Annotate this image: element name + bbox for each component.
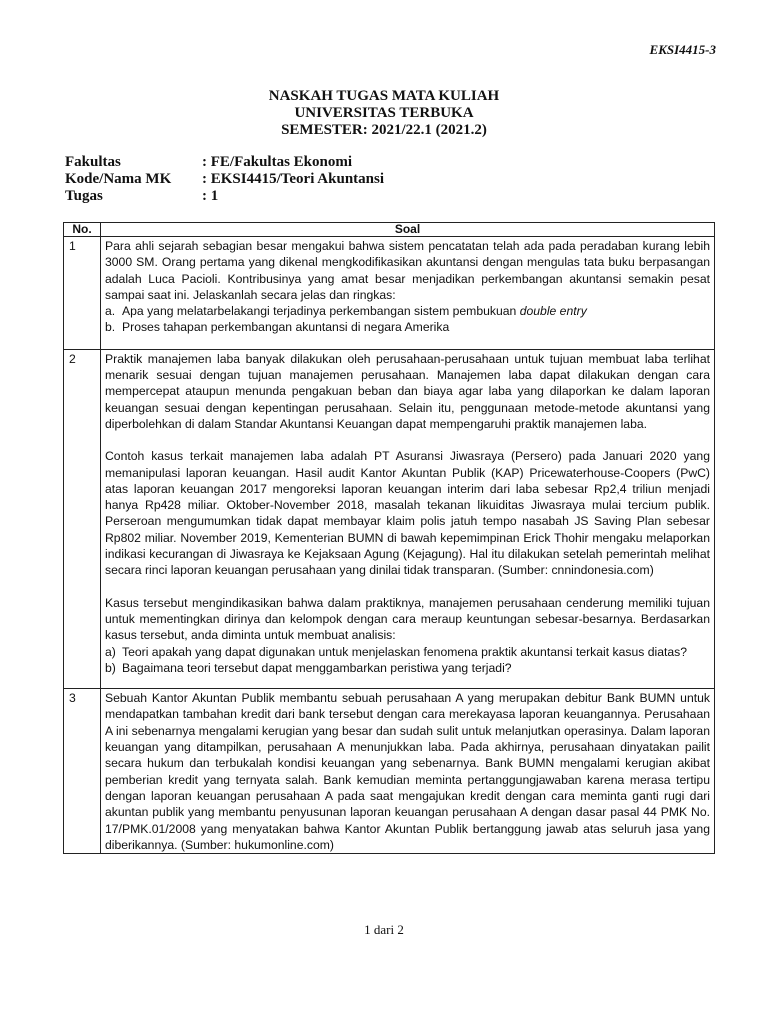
list-item-text: Bagaimana teori tersebut dapat menggambarkan peristiwa yang terjadi? <box>122 660 512 675</box>
fakultas-label: Fakultas <box>65 154 121 170</box>
spacer <box>105 336 710 349</box>
document-code: EKSI4415-3 <box>649 42 716 57</box>
table-row <box>64 237 715 350</box>
page-number: 1 dari 2 <box>364 922 404 937</box>
question-text <box>101 349 715 688</box>
list-item-plain: Apa yang melatarbelakangi terjadinya perkembangan sistem pembukuan <box>122 304 520 319</box>
list-item-text <box>122 303 710 319</box>
meta-row-tugas <box>65 188 384 205</box>
table-row <box>64 689 715 854</box>
question-paragraph: Contoh kasus terkait manajemen laba adalah PT Asuransi Jiwasraya (Persero) pada Januari 2020 yang memanipulasi laporan keuangan. Hasil audit Kantor Akuntan Publik (KAP) Pricewaterhouse-Coopers (PwC) atas laporan keuangan 2017 mengoreksi laporan keuangan interim dari laba sebesar Rp2,4 triliun menjadi hanya Rp428 miliar. Oktober-November 2018, masalah tekanan likuiditas Jiwasraya mulai tercium publik. Perseroan mengumumkan tidak dapat membayar klaim polis jatuh tempo nasabah JS Saving Plan sebesar Rp802 miliar. November 2019, Kementerian BUMN di bawah kepemimpinan Erick Thohir mengaku melaporkan indikasi kecurangan di Jiwasraya ke Kejaksaan Agung (Kejagung). Hal itu dilakukan setelah pemerintah melihat secara rinci laporan keuangan perusahaan yang dinilai tidak transparan. (Sumber: cnnindonesia.com) <box>105 449 710 578</box>
question-number: 2 <box>64 349 101 688</box>
questions-table <box>63 222 715 854</box>
table-header-row <box>64 223 715 237</box>
title-block <box>0 88 768 139</box>
meta-row-kode <box>65 171 384 188</box>
list-item <box>105 644 710 660</box>
tugas-label: Tugas <box>65 188 103 204</box>
question-text <box>101 689 715 854</box>
list-marker: a) <box>105 644 116 659</box>
list-marker: b) <box>105 660 116 675</box>
list-item <box>105 319 710 335</box>
question-text <box>101 237 715 350</box>
question-paragraph: Sebuah Kantor Akuntan Publik membantu sebuah perusahaan A yang merupakan debitur Bank BUMN untuk mendapatkan tambahan kredit dari bank tersebut dengan cara merekayasa laporan keuangannya. Perusahaan A ini sebenarnya mengalami kerugian yang besar dan sudah sulit untuk melanjutkan operasinya. Dalam laporan keuangan yang ditampilkan, perusahaan A menunjukkan laba. Pada akhirnya, perusahaan dinyatakan pailit secara hukum dan terbukalah kondisi keuangan yang sebenarnya. Bank BUMN mengalami kerugian akibat pemberian kredit yang ternyata salah. Bank kemudian meminta pertanggungjawaban karena merasa tertipu dengan laporan keuangan perusahaan A pada saat mengajukan kredit dengan cara meminta ganti rugi dari akuntan publik yang membantu penyusunan laporan keuangan perusahaan A dengan dasar pasal 44 PMK No. 17/PMK.01/2008 yang menyatakan bahwa Kantor Akuntan Publik bertanggung jawab atas seluruh jasa yang diberikannya. (Sumber: hukumonline.com) <box>105 691 710 852</box>
course-meta <box>65 154 384 205</box>
question-paragraph: Praktik manajemen laba banyak dilakukan oleh perusahaan-perusahaan untuk tujuan membuat laba terlihat menarik sesuai dengan tujuan manajemen perusahaan. Manajemen laba dapat dilakukan dengan cara mempercepat ataupun menunda pengakuan beban dan biaya agar laba yang dilaporkan ke dalam laporan keuangan sesuai dengan kepentingan perusahaan. Selain itu, penggunaan metode-metode akuntansi yang diperbolehkan di dalam Standar Akuntansi Keuangan dapat mempengaruhi praktik manajemen laba. <box>105 351 710 431</box>
tugas-value: : 1 <box>202 188 219 204</box>
list-marker: b. <box>105 320 116 335</box>
question-paragraph: Kasus tersebut mengindikasikan bahwa dalam praktiknya, manajemen perusahaan cenderung memiliki tujuan untuk mementingkan dirinya dan kelompok dengan cara meraup keuntungan sebesar-besarnya. Berdasarkan kasus tersebut, anda diminta untuk membuat analisis: <box>105 595 710 643</box>
kode-label: Kode/Nama MK <box>65 171 172 187</box>
meta-row-fakultas <box>65 154 384 171</box>
column-header-no: No. <box>64 223 101 237</box>
title-line-3: SEMESTER: 2021/22.1 (2021.2) <box>281 122 487 138</box>
list-item <box>105 303 710 319</box>
list-item <box>105 660 710 676</box>
list-item-text: Teori apakah yang dapat digunakan untuk menjelaskan fenomena praktik akuntansi terkait kasus diatas? <box>122 644 688 659</box>
spacer <box>105 676 710 688</box>
title-line-2: UNIVERSITAS TERBUKA <box>294 105 474 121</box>
title-line-1: NASKAH TUGAS MATA KULIAH <box>268 88 500 104</box>
list-item-italic: double entry <box>519 304 587 319</box>
list-marker: a. <box>105 304 116 319</box>
fakultas-value: : FE/Fakultas Ekonomi <box>202 154 353 170</box>
column-header-soal: Soal <box>101 223 715 237</box>
spacer <box>105 432 710 448</box>
question-number: 3 <box>64 689 101 854</box>
table-row <box>64 349 715 688</box>
question-number: 1 <box>64 237 101 350</box>
list-item-text: Proses tahapan perkembangan akuntansi di negara Amerika <box>122 320 450 335</box>
kode-value: : EKSI4415/Teori Akuntansi <box>202 171 384 187</box>
question-paragraph: Para ahli sejarah sebagian besar mengakui bahwa sistem pencatatan telah ada pada peradaban kurang lebih 3000 SM. Orang pertama yang dikenal mengkodifikasikan akuntansi dengan mengulas tata buku berpasangan adalah Luca Pacioli. Kontribusinya yang amat besar menjadikan perkembangan akuntansi semakin pesat sampai saat ini. Jelaskanlah secara jelas dan ringkas: <box>105 239 710 302</box>
spacer <box>105 579 710 595</box>
